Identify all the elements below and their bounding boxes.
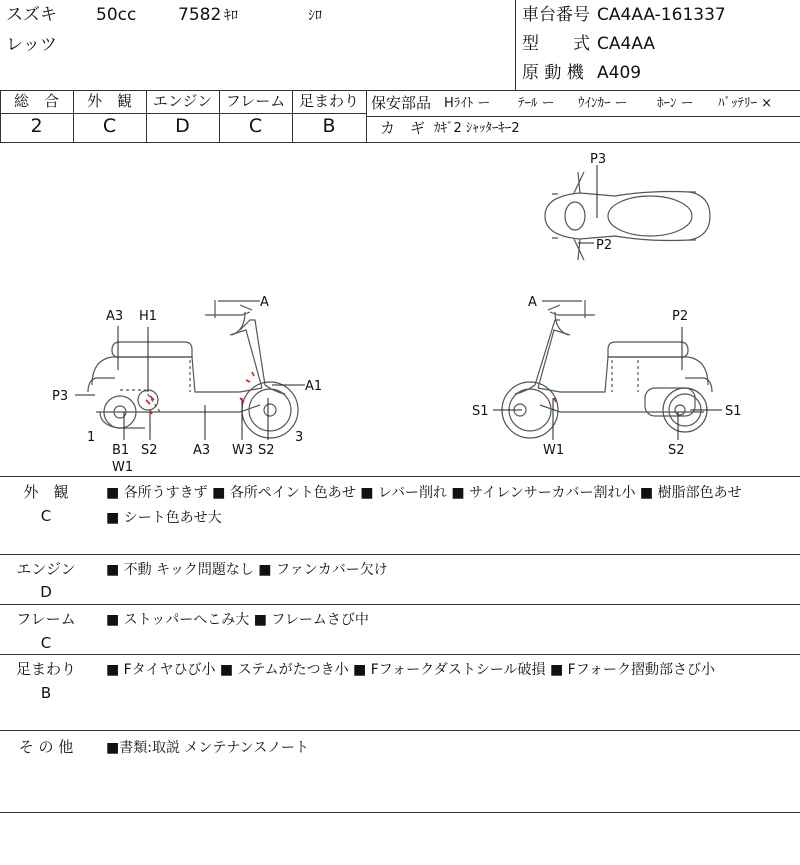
frame-no: CA4AA-161337 <box>597 5 726 25</box>
label-left-a: A <box>260 295 269 310</box>
mileage: 7582 <box>178 5 222 25</box>
safety-item-horn: ﾎｰﾝ ー <box>657 96 694 111</box>
remark-category: エンジン <box>16 560 76 578</box>
top-view-scooter <box>545 172 710 260</box>
label-right-a: A <box>528 295 537 310</box>
grade-label-engine: エンジン <box>152 92 213 110</box>
grade-value-exterior: C <box>102 115 117 137</box>
label-left-3: 3 <box>295 430 304 445</box>
label-right-s1b: S1 <box>725 404 742 419</box>
label-right-w1: W1 <box>543 443 565 458</box>
grade-label-suspension: 足まわり <box>298 92 359 110</box>
key-label: カ ギ <box>380 119 426 137</box>
label-left-s2b: S2 <box>258 443 275 458</box>
label-left-b1: B1 <box>112 443 130 458</box>
damage-mark-h1 <box>146 396 154 414</box>
mileage-unit: ｷﾛ <box>224 8 238 24</box>
remark-grade: B <box>40 684 52 702</box>
label-left-a3b: A3 <box>193 443 211 458</box>
grade-value-suspension: B <box>322 115 336 137</box>
safety-label: 保安部品 <box>371 94 432 112</box>
label-right-s2: S2 <box>668 443 685 458</box>
displacement: 50cc <box>96 5 137 25</box>
label-left-h1: H1 <box>139 309 158 324</box>
remark-category: フレーム <box>16 610 76 628</box>
grade-value-engine: D <box>175 115 190 137</box>
remark-category: 足まわり <box>15 660 76 678</box>
grade-label-exterior: 外 観 <box>86 92 132 110</box>
engine-label: 原 動 機 <box>522 63 584 83</box>
damage-mark-w3 <box>240 372 254 402</box>
safety-item-tail: ﾃｰﾙ ー <box>518 96 555 111</box>
label-right-p2: P2 <box>672 309 689 324</box>
remark-grade: C <box>40 507 52 525</box>
remark-grade: D <box>40 583 52 601</box>
label-left-p3: P3 <box>52 389 69 404</box>
damage-diagram <box>0 143 800 476</box>
frame-no-label: 車台番号 <box>522 5 590 25</box>
remark-line: ■ ストッパーへこみ大 ■ フレームさび中 <box>106 612 369 628</box>
grade-value-overall: 2 <box>30 115 43 137</box>
label-right-s1: S1 <box>472 404 489 419</box>
safety-item-battery: ﾊﾞｯﾃﾘｰ × <box>718 96 773 111</box>
label-left-a3: A3 <box>106 309 124 324</box>
remark-line: ■ 各所うすきず ■ 各所ペイント色あせ ■ レバー削れ ■ サイレンサーカバー割れ小 ■ 樹脂部色あせ <box>106 485 742 501</box>
label-left-w1: W1 <box>112 460 134 475</box>
key-value: ｶｷﾞ2 ｼｬｯﾀｰｷｰ2 <box>434 121 520 136</box>
label-top-p3: P3 <box>590 152 607 167</box>
remark-line: ■ Fタイヤひび小 ■ ステムがたつき小 ■ Fフォークダストシール破損 ■ Fフォーク摺動部さび小 <box>106 662 715 678</box>
remark-line: ■書類:取説 メンテナンスノート <box>106 740 309 756</box>
label-left-s2: S2 <box>141 443 158 458</box>
body-color: ｼﾛ <box>308 8 322 24</box>
label-left-1: 1 <box>87 430 96 445</box>
maker-name: スズキ <box>6 5 57 25</box>
engine-model: A409 <box>597 63 642 83</box>
remark-grade: C <box>40 634 52 652</box>
safety-item-winker: ｳｲﾝｶｰ ー <box>578 96 628 111</box>
safety-item-headlight: Hﾗｲﾄ ー <box>444 96 491 111</box>
grade-value-frame: C <box>248 115 263 137</box>
remark-line: ■ 不動 キック問題なし ■ ファンカバー欠け <box>106 562 388 578</box>
model-name: レッツ <box>6 35 57 55</box>
label-top-p2: P2 <box>596 238 613 253</box>
grade-label-frame: フレーム <box>225 92 286 110</box>
remark-category: そ の 他 <box>18 738 74 756</box>
type-label: 型 式 <box>522 34 590 54</box>
grade-label-overall: 総 合 <box>13 92 59 110</box>
model-type: CA4AA <box>597 34 656 54</box>
remark-line: ■ シート色あせ大 <box>106 510 222 526</box>
remark-category: 外 観 <box>23 483 69 501</box>
label-left-a1: A1 <box>305 379 323 394</box>
label-left-w3: W3 <box>232 443 254 458</box>
